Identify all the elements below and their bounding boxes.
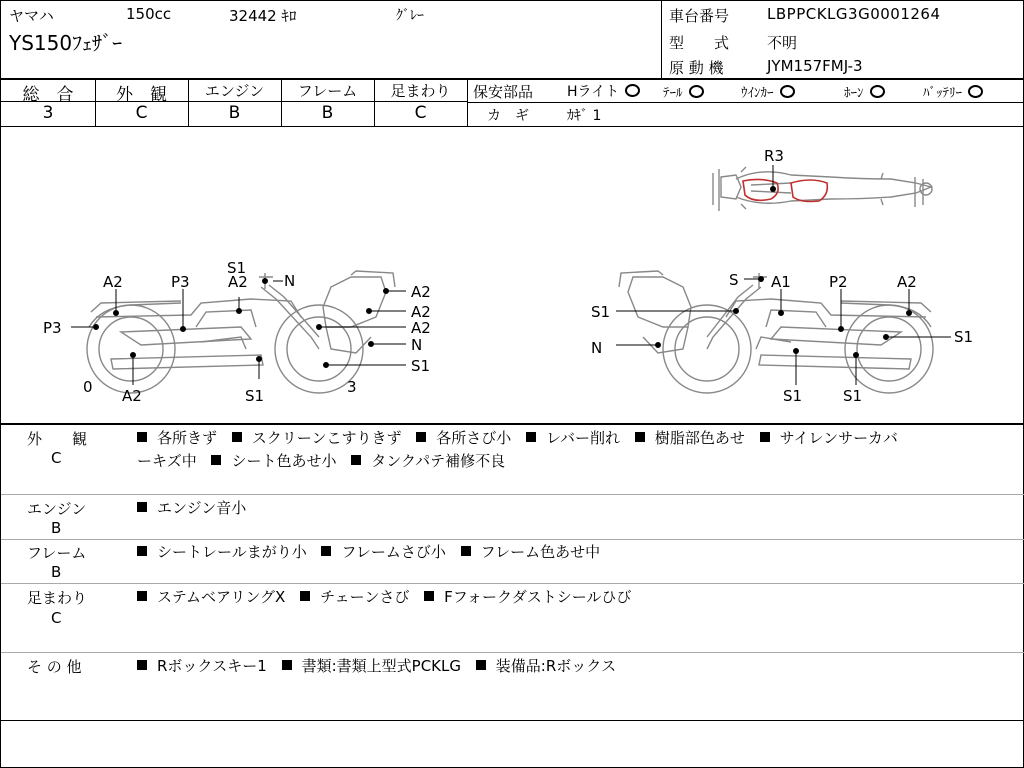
- diagram-label: S: [729, 271, 739, 289]
- grade-label-exterior: 外 観: [116, 85, 167, 105]
- key-value: ｶｷﾞ 1: [567, 108, 602, 124]
- safety-item-headlight: [567, 81, 640, 101]
- remark-item: フレームさび小: [321, 543, 445, 561]
- remark-item: 装備品:Rボックス: [476, 657, 616, 675]
- diagram-label: 3: [347, 378, 357, 396]
- remark-category-engine: エンジン: [27, 500, 87, 518]
- diagram-label: A2: [411, 303, 431, 321]
- chassis-label: 車台番号: [669, 7, 730, 25]
- bullet-icon: [211, 455, 221, 465]
- remark-item: シート色あせ小: [211, 452, 336, 470]
- bullet-icon: [232, 432, 242, 442]
- remark-item: 書類:書類上型式PCKLG: [282, 657, 461, 675]
- safety-mid-line: [467, 102, 1024, 103]
- grade-value-exterior: C: [135, 103, 148, 123]
- remark-item: 樹脂部色あせ: [635, 429, 745, 447]
- diagram-label: S1: [245, 387, 265, 405]
- remark-item: レバー削れ: [526, 429, 620, 447]
- maker: ヤマハ: [9, 7, 54, 25]
- diagram-label: P3: [43, 319, 62, 337]
- bullet-icon: [137, 591, 147, 601]
- displacement: 150cc: [126, 5, 172, 23]
- grade-label-frame: フレーム: [297, 82, 358, 100]
- safety-item-battery: [923, 82, 983, 101]
- key-label: カ ギ: [487, 108, 529, 124]
- diagram-label: P3: [171, 273, 190, 291]
- remark-item: Fフォークダストシールひび: [424, 588, 631, 606]
- safety-item-name: ﾃｰﾙ: [663, 86, 683, 101]
- safety-item-horn: [844, 82, 885, 101]
- remark-category-frame: フレーム: [27, 544, 87, 562]
- remark-line: [137, 541, 610, 563]
- ok-circle-icon: [968, 85, 983, 98]
- grade-value-frame: B: [321, 103, 334, 123]
- remark-category-other: そ の 他: [27, 658, 82, 676]
- color: ｸﾞﾚｰ: [396, 8, 424, 24]
- ok-circle-icon: [625, 84, 640, 97]
- model-name: YS150ﾌｪｻﾞｰ: [9, 31, 123, 55]
- diagram-label: A2: [411, 283, 431, 301]
- remark-divider: [1, 539, 1024, 540]
- remark-item: シートレールまがり小: [137, 543, 307, 561]
- diagram-label: P2: [829, 273, 848, 291]
- grade-value-suspension: C: [414, 103, 427, 123]
- remark-item: ーキズ中: [137, 452, 197, 470]
- remark-divider: [1, 583, 1024, 584]
- remark-item: フレーム色あせ中: [461, 543, 600, 561]
- remark-item: 各所きず: [137, 429, 217, 447]
- diagram-label: A2: [122, 387, 142, 405]
- remark-grade-frame: B: [51, 563, 62, 581]
- safety-item-name: Hライト: [567, 84, 620, 100]
- grade-label-suspension: 足まわり: [390, 82, 451, 100]
- grade-label-engine: エンジン: [204, 82, 265, 100]
- bullet-icon: [526, 432, 536, 442]
- remark-item: 各所さび小: [416, 429, 511, 447]
- bullet-icon: [424, 591, 434, 601]
- remark-grade-suspension: C: [51, 609, 62, 627]
- engine-value: JYM157FMJ-3: [767, 57, 863, 75]
- bullet-icon: [476, 660, 486, 670]
- damage-diagram: [1, 127, 1023, 423]
- bullet-icon: [137, 660, 147, 670]
- bullet-icon: [635, 432, 645, 442]
- remark-grade-exterior: C: [51, 449, 62, 467]
- grade-col-divider: [467, 79, 468, 126]
- diagram-label: S1: [591, 303, 611, 321]
- bullet-icon: [760, 432, 770, 442]
- bike-top-view: [713, 167, 932, 211]
- grade-value-overall: 3: [42, 103, 54, 123]
- remark-line: [137, 450, 515, 472]
- bullet-icon: [351, 455, 361, 465]
- remark-category-suspension: 足まわり: [27, 589, 88, 607]
- bullet-icon: [461, 546, 471, 556]
- diagram-label: A2: [897, 273, 917, 291]
- diagram-label: S1: [227, 259, 247, 277]
- remark-item: エンジン音小: [137, 499, 246, 517]
- diagram-label: N: [591, 339, 603, 357]
- bullet-icon: [282, 660, 292, 670]
- remark-divider: [1, 652, 1024, 653]
- ok-circle-icon: [870, 85, 885, 98]
- remarks-bottom-line: [1, 720, 1024, 721]
- diagram-label: S1: [843, 387, 863, 405]
- diagram-label: S1: [783, 387, 803, 405]
- diagram-label: S1: [411, 357, 431, 375]
- remark-item: Rボックスキー1: [137, 657, 267, 675]
- grade-label-overall: 総 合: [22, 85, 74, 105]
- bullet-icon: [416, 432, 426, 442]
- safety-label: 保安部品: [473, 83, 534, 101]
- bullet-icon: [137, 502, 147, 512]
- diagram-label: A2: [228, 273, 248, 291]
- remark-item: タンクパテ補修不良: [351, 452, 505, 470]
- ok-circle-icon: [689, 85, 704, 98]
- remark-line: [137, 427, 908, 449]
- type-label: 型 式: [669, 34, 730, 52]
- diagram-label: N: [411, 336, 423, 354]
- diagram-label: A1: [771, 273, 791, 291]
- remark-line: [137, 586, 641, 608]
- safety-item-winker: [741, 82, 795, 101]
- remark-line: [137, 655, 626, 677]
- chassis-number: LBPPCKLG3G0001264: [767, 5, 941, 23]
- diagram-label: 0: [83, 378, 93, 396]
- remark-item: サイレンサーカバ: [760, 429, 898, 447]
- remark-line: [137, 497, 256, 519]
- diagram-label: R3: [764, 147, 784, 165]
- diagram-label: S1: [954, 328, 974, 346]
- grade-value-engine: B: [228, 103, 241, 123]
- remark-item: スクリーンこすりきず: [232, 429, 402, 447]
- mileage: 32442 ｷﾛ: [229, 7, 297, 25]
- diagram-label: A2: [411, 319, 431, 337]
- remark-grade-engine: B: [51, 519, 62, 537]
- bullet-icon: [137, 546, 147, 556]
- remark-item: ステムベアリングX: [137, 588, 285, 606]
- remark-category-exterior: 外 観: [27, 430, 88, 448]
- safety-item-name: ｳｲﾝｶｰ: [741, 86, 774, 101]
- diagram-label: A2: [103, 273, 123, 291]
- engine-label: 原 動 機: [669, 59, 724, 77]
- safety-item-name: ﾊﾞｯﾃﾘｰ: [923, 86, 962, 101]
- header-divider: [661, 1, 662, 79]
- remark-divider: [1, 494, 1024, 495]
- remark-item: チェーンさび: [300, 588, 409, 606]
- safety-item-tail: [663, 82, 704, 101]
- safety-item-name: ﾎｰﾝ: [844, 86, 864, 101]
- ok-circle-icon: [780, 85, 795, 98]
- bullet-icon: [300, 591, 310, 601]
- diagram-bottom-line: [1, 423, 1024, 425]
- bullet-icon: [137, 432, 147, 442]
- type-value: 不明: [767, 34, 798, 52]
- diagram-label: N: [284, 272, 296, 290]
- bullet-icon: [321, 546, 331, 556]
